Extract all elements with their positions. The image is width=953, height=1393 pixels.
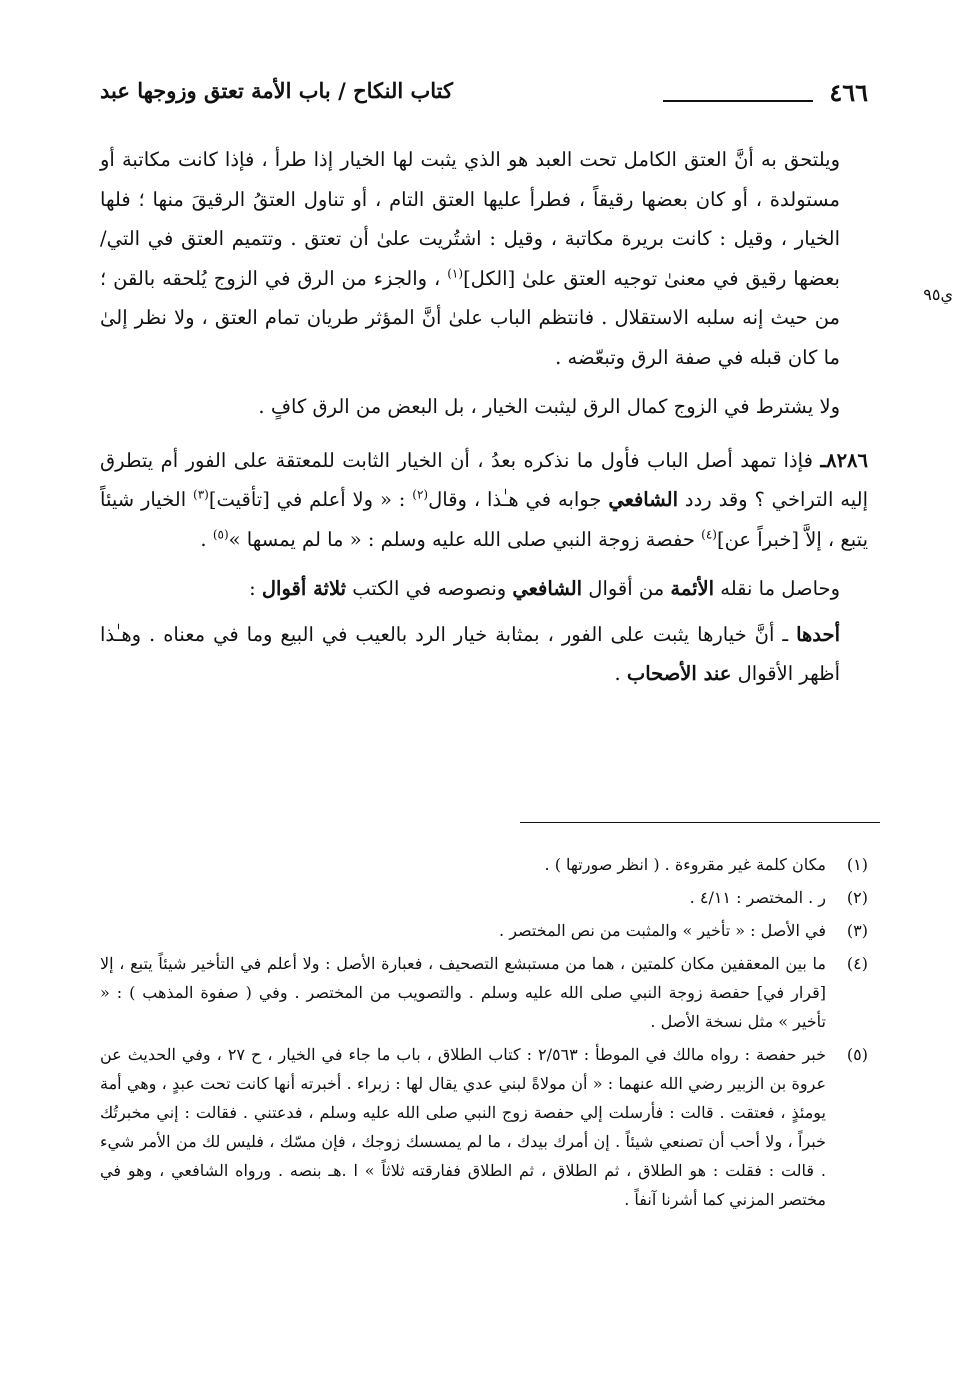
term-three-opinions: ثلاثة أقوال [261,577,347,600]
name-shafii-2: الشافعي [512,577,583,600]
page-number: ٤٦٦ [829,78,868,107]
footnote-item [100,883,868,912]
main-text [100,140,868,694]
paragraph-3-text-b: جوابه في هـٰذا ، وقال [428,488,609,511]
paragraph-1 [100,140,868,377]
paragraph-1-end: ، والجزء من الرق في الزوج يُلحقه بالقن ؛ من حيث إنه سلبه الاستقلال . فانتظم الباب علىٰ أنَّ المؤثر طريان تمام العتق ، ولا نظر إلىٰ ما كان قبله في صفة الرق وتبعّضه . [100,266,840,369]
paragraph-3-text-d: الخيار شيئاً يتبع ، إلاَّ [خبراً عن] [100,488,868,551]
paragraph-3-text-e: حفصة زوجة النبي صلى الله عليه وسلم : « ما لم يمسها » [228,527,702,551]
paragraph-1-text: ويلتحق به أنَّ العتق الكامل تحت العبد هو الذي يثبت لها الخيار إذا طرأ ، فإذا كانت مكاتبة أو مستولدة ، أو كان بعضها رقيقاً ، فطرأ عليها العتق التام ، أو تناول العتقُ الرقيقَ منها ؛ فلها الخيار ، وقيل : كانت بريرة مكاتبة ، وقيل : اشتُريت علىٰ أن تعتق . وتتميم العتق في التي/ بعضها رقيق في معنىٰ توجيه العتق علىٰ [الكل] [100,148,840,290]
paragraph-4-text-a: وحاصل ما نقله [714,577,840,600]
footnote-item [100,1040,868,1214]
paragraph-5-text-b: . [614,662,627,685]
paragraph-5-text-a: ـ أنَّ خيارها يثبت على الفور ، بمثابة خيار الرد بالعيب في البيع وما في معناه . وهـٰذا أظهر الأقوال [100,622,840,685]
issue-number: ٨٢٨٦ـ [820,448,868,472]
page-header [100,78,868,118]
paragraph-3 [100,441,868,560]
footnote-text: مكان كلمة غير مقروءة . ( انظر صورتها ) . [544,855,826,874]
margin-manuscript-marker: ي٩٥ [923,285,953,304]
footnote-ref-1[interactable]: (١) [447,266,464,280]
footnote-text: ما بين المعقفين مكان كلمتين ، هما من مستبشع التصحيف ، فعبارة الأصل : ولا أعلم في التأخير شيئاً يتبع ، إلا [قرار في] حفصة زوجة النبي صلى الله عليه وسلم . والتصويب من المختصر . وفي ( صفوة المذهب ) : « تأخير » مثل نسخة الأصل . [100,954,826,1031]
footnote-text: في الأصل : « تأخير » والمثبت من نص المختصر . [499,921,826,940]
footnote-ref-3[interactable]: (٣) [193,487,209,502]
footnote-item [100,916,868,945]
footnote-number: (٥) [846,1045,868,1064]
running-title: كتاب النكاح / باب الأمة تعتق وزوجها عبد [100,78,454,103]
paragraph-3-text-a: فإذا تمهد أصل الباب فأول ما نذكره بعدُ ، أن الخيار الثابت للمعتقة على الفور أم يتطرق إليه التراخي ؟ وقد ردد [100,448,869,511]
paragraph-3-text-c: : « ولا أعلم في [تأقيت] [208,488,413,511]
footnote-separator [520,822,880,823]
paragraph-4-text-d: : [249,577,262,600]
footnote-number: (٢) [846,888,868,907]
footnote-item [100,850,868,879]
footnote-number: (٤) [846,954,868,973]
footnote-ref-5[interactable]: (٥) [212,527,229,541]
name-shafii: الشافعي [608,488,679,511]
term-aimma: الأئمة [670,577,715,600]
footnote-text: خبر حفصة : رواه مالك في الموطأ : ٢/٥٦٣ : كتاب الطلاق ، باب ما جاء في الخيار ، ح ٢٧ ، وفي الحديث عن عروة بن الزبير رضي الله عنهما : « أن مولاةً لبني عدي يقال لها : زبراء . أخبرته أنها كانت تحت عبدٍ ، وهي أمة يومئذٍ ، فعتقت . قالت : فأرسلت إلي حفصة زوج النبي صلى الله عليه وسلم ، فدعتني . فقالت : إني مخبرتُك خبراً ، ولا أحب أن تصنعي شيئاً . إن أمرك بيدك ، ما لم يمسسك زوجك ، فإن مسّك ، فليس لك من الأمر شيء . قالت : فقلت : هو الطلاق ، ثم الطلاق ، ثم الطلاق ففارقته ثلاثاً » ا .هـ بنصه . ورواه الشافعي ، وهو في مختصر المزني كما أشرنا آنفاً . [100,1045,827,1209]
paragraph-5 [100,615,868,694]
paragraph-4 [100,569,868,609]
term-first: أحدها [796,622,840,646]
paragraph-3-text-f: . [200,527,213,551]
footnote-number: (٣) [846,921,868,940]
paragraph-2: ولا يشترط في الزوج كمال الرق ليثبت الخيار ، بل البعض من الرق كافٍ . [258,395,840,418]
footnote-text: ر . المختصر : ٤/١١ . [689,888,826,907]
paragraph-4-text-c: ونصوصه في الكتب [346,577,513,600]
header-rule [663,100,813,102]
footnote-number: (١) [846,855,868,874]
term-ashab: عند الأصحاب [626,662,732,685]
footnote-ref-4[interactable]: (٤) [701,527,717,541]
footnotes [100,850,868,1218]
footnote-ref-2[interactable]: (٢) [412,487,429,502]
footnote-item [100,949,868,1036]
paragraph-4-text-b: من أقوال [582,577,671,600]
